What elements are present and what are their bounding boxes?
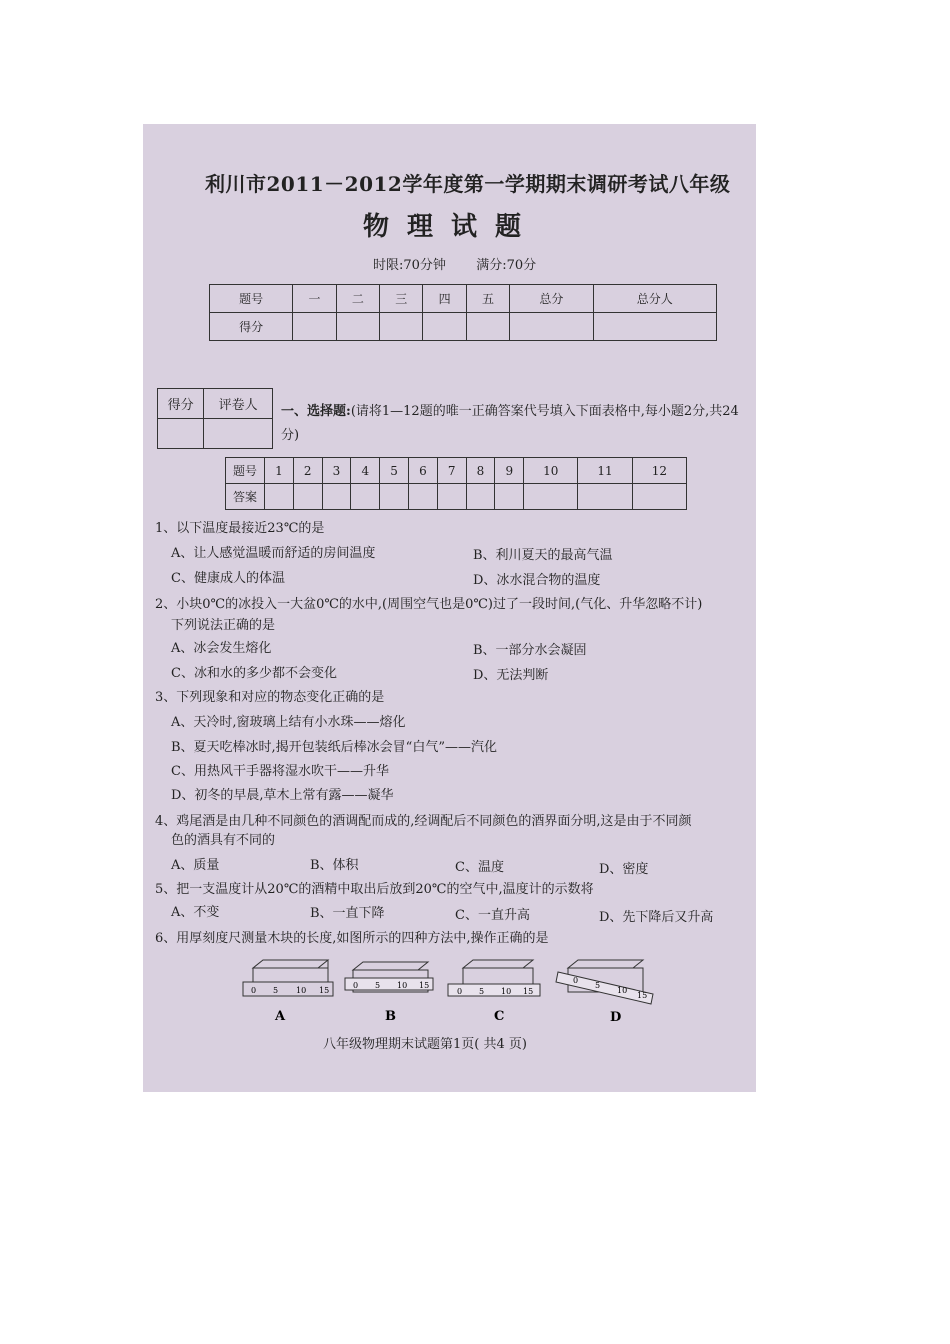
- method-b-tick-0: 0: [353, 981, 359, 990]
- method-d-drawing: [556, 960, 653, 1004]
- section-1-heading: 一、选择题:: [281, 404, 351, 419]
- question-3-option-d: D、初冬的早晨,草木上常有露——凝华: [171, 788, 394, 803]
- score-table: [209, 284, 717, 341]
- grader-score-label: 得分: [158, 389, 204, 419]
- answer-cell: [351, 484, 380, 510]
- method-d-tick-5: 5: [595, 981, 601, 990]
- question-6-stem: 6、用厚刻度尺测量木块的长度,如图所示的四种方法中,操作正确的是: [155, 931, 549, 946]
- answer-cell: [437, 484, 466, 510]
- question-1-option-d: D、冰水混合物的温度: [473, 573, 601, 588]
- time-limit: 时限:70分钟: [373, 258, 446, 273]
- answer-number: 10: [524, 458, 578, 484]
- score-cell: 三: [380, 285, 423, 313]
- method-b-tick-15: 15: [419, 981, 430, 990]
- answer-table-answer-row: [226, 484, 687, 510]
- question-4-stem: 4、鸡尾酒是由几种不同颜色的酒调配而成的,经调配后不同颜色的酒界面分明,这是由于不同颜: [155, 814, 692, 829]
- question-5-option-c: C、一直升高: [455, 908, 530, 923]
- method-a-tick-15: 15: [319, 986, 330, 995]
- question-2-option-a: A、冰会发生熔化: [171, 641, 272, 656]
- score-cell: [593, 313, 716, 341]
- question-4-option-c: C、温度: [455, 860, 504, 875]
- score-cell: [380, 313, 423, 341]
- method-c-drawing: [448, 960, 540, 996]
- method-d-tick-15: 15: [637, 991, 648, 1000]
- answer-number: 9: [495, 458, 524, 484]
- score-cell: 一: [293, 285, 336, 313]
- answer-number: 8: [466, 458, 495, 484]
- full-score: 满分:70分: [476, 258, 537, 273]
- answer-number: 3: [322, 458, 351, 484]
- score-cell: 得分: [210, 313, 293, 341]
- answer-number: 7: [437, 458, 466, 484]
- answer-number: 6: [408, 458, 437, 484]
- score-table-score-row: [210, 313, 717, 341]
- score-cell: [336, 313, 379, 341]
- answer-number: 11: [578, 458, 632, 484]
- answer-table-head-label: 题号: [226, 458, 265, 484]
- method-c-tick-0: 0: [457, 987, 463, 996]
- question-5-stem: 5、把一支温度计从20℃的酒精中取出后放到20℃的空气中,温度计的示数将: [155, 882, 594, 897]
- section-1-header: [281, 400, 751, 448]
- answer-number: 5: [380, 458, 409, 484]
- subject-title: 物理试题: [363, 212, 540, 242]
- question-1-option-b: B、利川夏天的最高气温: [473, 548, 613, 563]
- grader-label: 评卷人: [204, 389, 273, 419]
- ruler-methods-figure: [233, 958, 673, 1028]
- answer-number: 4: [351, 458, 380, 484]
- question-1-option-a: A、让人感觉温暖而舒适的房间温度: [171, 546, 376, 561]
- question-2-option-d: D、无法判断: [473, 668, 549, 683]
- answer-table-number-row: [226, 458, 687, 484]
- method-c-tick-10: 10: [501, 987, 512, 996]
- grader-name-cell: [204, 419, 273, 449]
- answer-number: 12: [632, 458, 686, 484]
- question-4-option-b: B、体积: [310, 858, 359, 873]
- question-3-option-a: A、天冷时,窗玻璃上结有小水珠——熔化: [171, 715, 406, 730]
- answer-cell: [322, 484, 351, 510]
- exam-sheet: [143, 124, 756, 1092]
- method-d-label: D: [610, 1010, 622, 1025]
- question-2-stem: 2、小块0℃的冰投入一大盆0℃的水中,(周围空气也是0℃)过了一段时间,(气化、升华忽略不计): [155, 597, 703, 612]
- answer-number: 1: [265, 458, 294, 484]
- answer-cell: [293, 484, 322, 510]
- answer-cell: [578, 484, 632, 510]
- score-table-header-row: [210, 285, 717, 313]
- score-cell: 总分人: [593, 285, 716, 313]
- answer-cell: [632, 484, 686, 510]
- question-2-option-c: C、冰和水的多少都不会变化: [171, 666, 337, 681]
- question-1-option-c: C、健康成人的体温: [171, 571, 285, 586]
- grader-box: [157, 388, 273, 449]
- answer-number: 2: [293, 458, 322, 484]
- question-3-stem: 3、下列现象和对应的物态变化正确的是: [155, 690, 385, 705]
- grader-score-cell: [158, 419, 204, 449]
- method-c-tick-15: 15: [523, 987, 534, 996]
- score-cell: [293, 313, 336, 341]
- exam-meta: [373, 254, 536, 273]
- method-b-label: B: [385, 1009, 396, 1024]
- method-a-tick-5: 5: [273, 986, 279, 995]
- method-b-tick-5: 5: [375, 981, 381, 990]
- question-5-option-b: B、一直下降: [310, 906, 385, 921]
- question-4-stem-line2: 色的酒具有不同的: [171, 833, 276, 848]
- score-cell: 四: [423, 285, 466, 313]
- method-d-tick-10: 10: [617, 986, 628, 995]
- question-3-option-b: B、夏天吃棒冰时,揭开包装纸后棒冰会冒“白气”——汽化: [171, 740, 497, 755]
- method-b-tick-10: 10: [397, 981, 408, 990]
- question-4-option-a: A、质量: [171, 858, 220, 873]
- answer-table-answer-label: 答案: [226, 484, 265, 510]
- score-cell: 二: [336, 285, 379, 313]
- exam-title: 利川市2011－2012学年度第一学期期末调研考试八年级: [205, 172, 731, 196]
- method-c-tick-5: 5: [479, 987, 485, 996]
- page-footer: 八年级物理期末试题第1页( 共4 页): [323, 1037, 527, 1052]
- score-cell: 题号: [210, 285, 293, 313]
- answer-cell: [265, 484, 294, 510]
- question-3-option-c: C、用热风干手器将湿水吹干——升华: [171, 764, 389, 779]
- question-1-stem: 1、以下温度最接近23℃的是: [155, 521, 325, 536]
- method-a-label: A: [275, 1009, 286, 1024]
- score-cell: [466, 313, 509, 341]
- score-cell: [510, 313, 593, 341]
- answer-cell: [466, 484, 495, 510]
- question-2-stem-line2: 下列说法正确的是: [171, 618, 276, 633]
- method-b-drawing: [345, 962, 433, 992]
- answer-table: [225, 457, 687, 510]
- method-d-tick-0: 0: [573, 976, 579, 985]
- score-cell: [423, 313, 466, 341]
- answer-cell: [524, 484, 578, 510]
- answer-cell: [408, 484, 437, 510]
- method-a-tick-0: 0: [251, 986, 257, 995]
- section-1-instruction: (请将1—12题的唯一正确答案代号填入下面表格中,每小题2分,共24分): [281, 404, 739, 443]
- method-a-drawing: [243, 960, 333, 996]
- question-4-option-d: D、密度: [599, 862, 649, 877]
- method-a-tick-10: 10: [296, 986, 307, 995]
- score-cell: 总分: [510, 285, 593, 313]
- answer-cell: [380, 484, 409, 510]
- answer-cell: [495, 484, 524, 510]
- score-cell: 五: [466, 285, 509, 313]
- question-5-option-d: D、先下降后又升高: [599, 910, 714, 925]
- question-2-option-b: B、一部分水会凝固: [473, 643, 587, 658]
- method-c-label: C: [494, 1009, 505, 1024]
- question-5-option-a: A、不变: [171, 905, 220, 920]
